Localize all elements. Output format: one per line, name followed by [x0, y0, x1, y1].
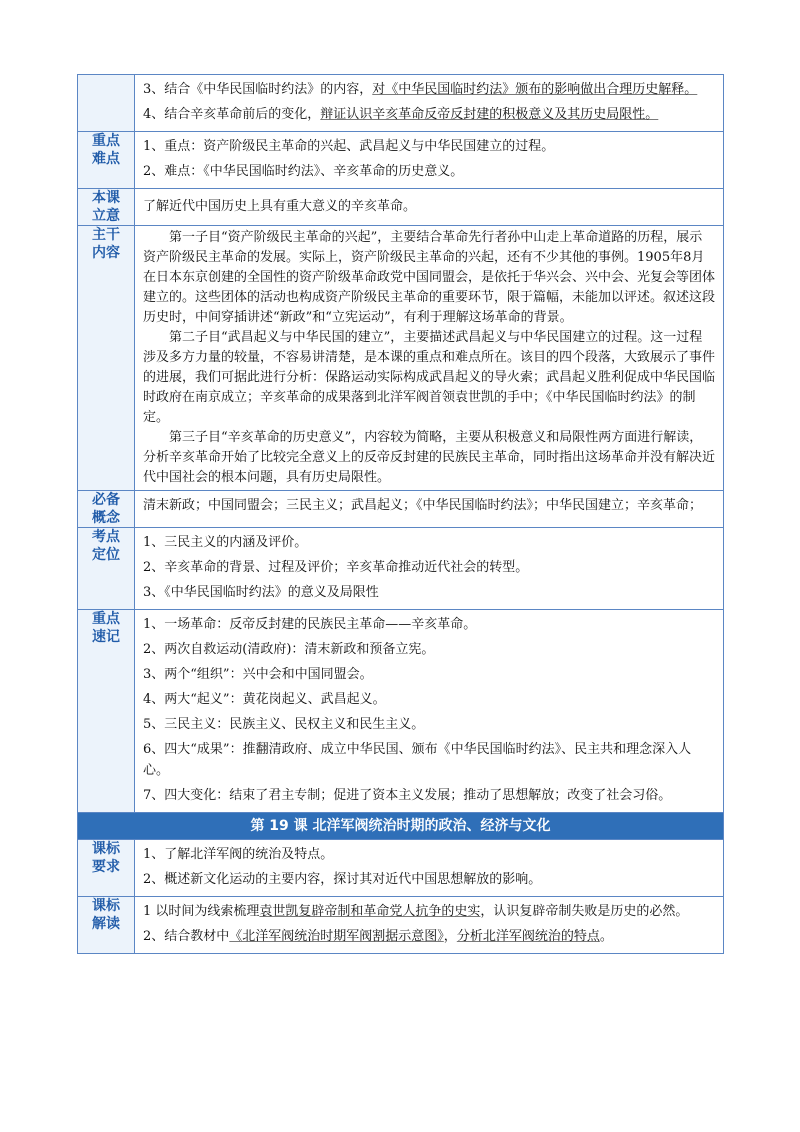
interpretation-item: 1 以时间为线索梳理袁世凯复辟帝制和革命党人抗争的史实，认识复辟帝制失败是历史的必然。: [143, 904, 689, 919]
main-content-paragraph: 第三子目“辛亥革命的历史意义”，内容较为简略，主要从积极意义和局限性两方面进行解读，分析辛亥革命开始了比较完全意义上的反帝反封建的民族民主革命，同时指出这场革命并没有解决近代中国社会的根本问题，具有历史局限性。: [143, 430, 716, 485]
quick-note-item: 3、两个“组织”：兴中会和中国同盟会。: [143, 667, 373, 682]
lesson-intent-label: 本课 立意: [78, 189, 135, 226]
objective-item: 3、结合《中华民国临时约法》的内容，对《中华民国临时约法》颁布的影响做出合理历史解释。: [143, 82, 698, 97]
objectives-row: [78, 75, 724, 132]
interpretation-label: 课标 解读: [78, 897, 135, 954]
exam-point-item: 1、三民主义的内涵及评价。: [143, 535, 308, 550]
concepts-cell: [135, 491, 724, 528]
exam-points-cell: [135, 528, 724, 610]
lesson-title-banner: 第 19 课 北洋军阀统治时期的政治、经济与文化: [78, 813, 724, 840]
quick-note-item: 5、三民主义：民族主义、民权主义和民生主义。: [143, 717, 425, 732]
key-points-label: 重点 难点: [78, 132, 135, 189]
interpretation-row: [78, 897, 724, 954]
lesson-plan-table: [77, 74, 724, 954]
objectives-cell: [135, 75, 724, 132]
quick-notes-cell: [135, 610, 724, 813]
exam-point-item: 2、辛亥革命的背景、过程及评价；辛亥革命推动近代社会的转型。: [143, 560, 529, 575]
quick-notes-label: 重点 速记: [78, 610, 135, 813]
requirements-row: [78, 840, 724, 897]
key-points-row: [78, 132, 724, 189]
concepts-row: [78, 491, 724, 528]
main-content-paragraph: 第二子目“武昌起义与中华民国的建立”，主要描述武昌起义与中华民国建立的过程。这一过程涉及多方力量的较量，不容易讲清楚，是本课的重点和难点所在。该目的四个段落，大致展示了事件的进展，我们可据此进行分析：保路运动实际构成武昌起义的导火索；武昌起义胜利促成中华民国临时政府在南京成立；辛亥革命的成果落到北洋军阀首领袁世凯的手中；《中华民国临时约法》的制定。: [143, 330, 716, 425]
requirements-cell: [135, 840, 724, 897]
quick-note-item: 7、四大变化：结束了君主专制；促进了资本主义发展；推动了思想解放；改变了社会习俗。: [143, 788, 672, 803]
lesson-title-row: [78, 813, 724, 840]
interpretation-cell: [135, 897, 724, 954]
concepts-label: 必备 概念: [78, 491, 135, 528]
interpretation-item: 2、结合教材中《北洋军阀统治时期军阀割据示意图》，分析北洋军阀统治的特点。: [143, 929, 613, 944]
exam-point-item: 3、《中华民国临时约法》的意义及局限性: [143, 585, 379, 600]
quick-note-item: 2、两次自救运动(清政府)：清末新政和预备立宪。: [143, 642, 435, 657]
quick-note-item: 1、一场革命：反帝反封建的民族民主革命——辛亥革命。: [143, 617, 477, 632]
key-points-cell: [135, 132, 724, 189]
quick-note-item: 6、四大“成果”：推翻清政府、成立中华民国、颁布《中华民国临时约法》、民主共和理念深入人心。: [143, 742, 692, 778]
lesson-intent-row: [78, 189, 724, 226]
lesson-intent-cell: [135, 189, 724, 226]
requirement-item: 2、概述新文化运动的主要内容，探讨其对近代中国思想解放的影响。: [143, 872, 542, 887]
requirement-item: 1、了解北洋军阀的统治及特点。: [143, 847, 334, 862]
quick-notes-row: [78, 610, 724, 813]
quick-note-item: 4、两大“起义”：黄花岗起义、武昌起义。: [143, 692, 386, 707]
requirements-label: 课标 要求: [78, 840, 135, 897]
key-point-item: 2、难点：《中华民国临时约法》、辛亥革命的历史意义。: [143, 164, 464, 179]
main-content-paragraph: 第一子目“资产阶级民主革命的兴起”，主要结合革命先行者孙中山走上革命道路的历程，展示资产阶级民主革命的发展。实际上，资产阶级民主革命的兴起，还有不少其他的事例。1905年8月在日本东京创建的全国性的资产阶级革命政党中国同盟会，是依托于华兴会、兴中会、光复会等团体建立的。这些团体的活动也构成资产阶级民主革命的重要环节，限于篇幅，未能加以评述。叙述这段历史时，中间穿插讲述“新政”和“立宪运动”，有利于理解这场革命的背景。: [143, 230, 716, 325]
exam-points-label: 考点 定位: [78, 528, 135, 610]
lesson-intent-text: 了解近代中国历史上具有重大意义的辛亥革命。: [143, 198, 417, 214]
exam-points-row: [78, 528, 724, 610]
main-content-label: 主干 内容: [78, 226, 135, 491]
objective-item: 4、结合辛亥革命前后的变化，辩证认识辛亥革命反帝反封建的积极意义及其历史局限性。: [143, 107, 659, 122]
main-content-row: [78, 226, 724, 491]
objectives-label-cell: [78, 75, 135, 132]
key-point-item: 1、重点：资产阶级民主革命的兴起、武昌起义与中华民国建立的过程。: [143, 139, 555, 154]
concepts-text: 清末新政；中国同盟会；三民主义；武昌起义；《中华民国临时约法》；中华民国建立；辛亥革命；: [143, 498, 703, 513]
main-content-cell: [135, 226, 724, 491]
